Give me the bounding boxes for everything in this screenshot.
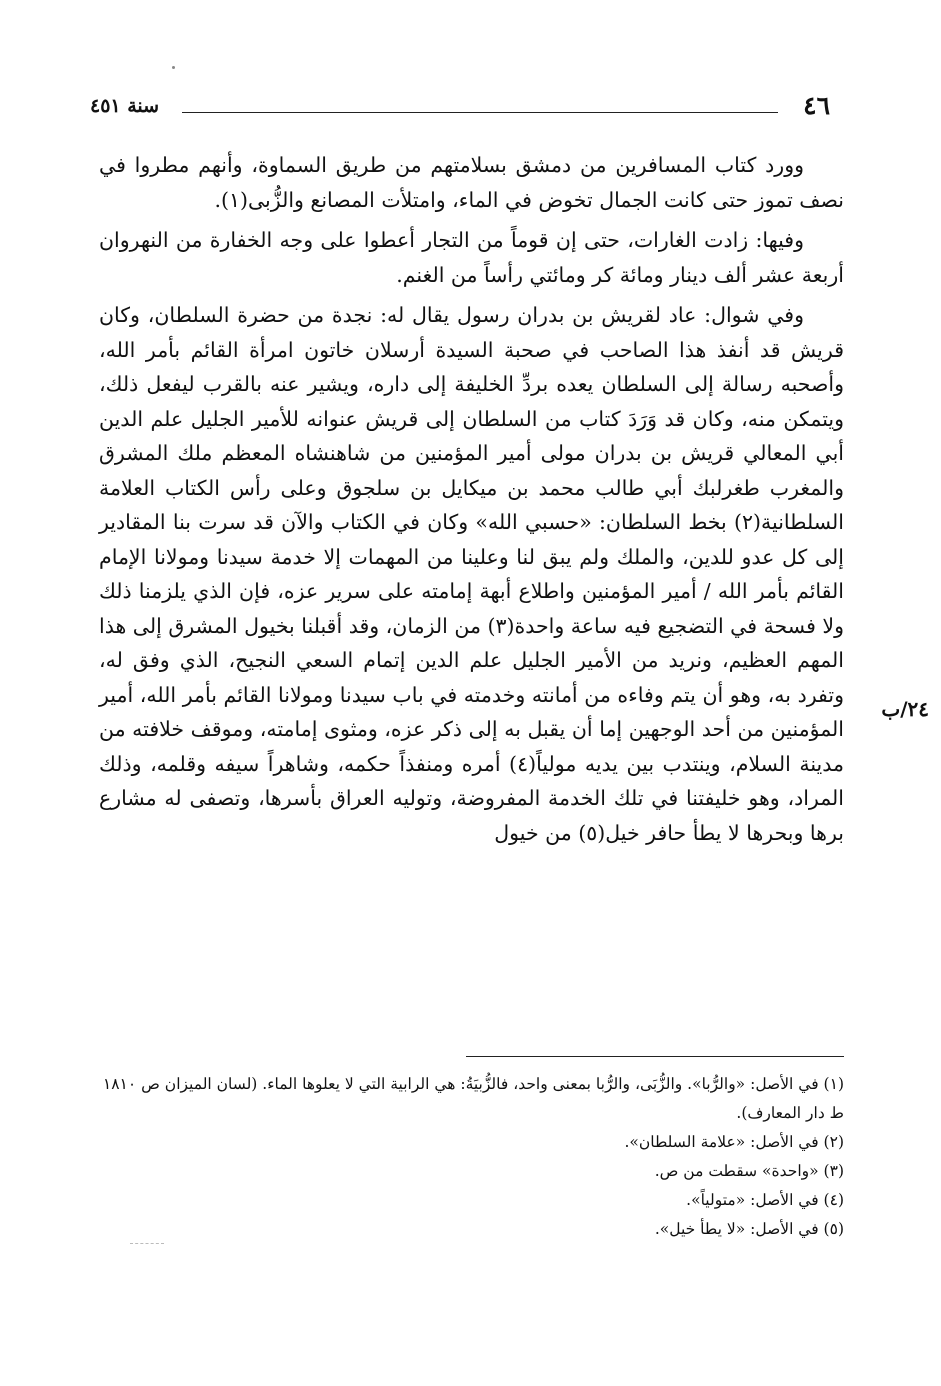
faint-scan-mark	[130, 1243, 164, 1244]
footnote: (٣) «واحدة» سقطت من ص.	[654, 1162, 844, 1180]
footnote-separator	[466, 1056, 844, 1057]
footnote: (١) في الأصل: «والرُّبا». والزُّبَى، والرُّبا بمعنى واحد، فالزُّبيَةُ: هي الرابية التي لا يعلوها الماء. (لسان الميزان ص ١٨١٠ ط دار المعارف).	[102, 1075, 844, 1122]
header-rule	[182, 112, 778, 113]
paragraph: وفيها: زادت الغارات، حتى إن قوماً من التجار أعطوا على وجه الخفارة من النهروان أربعة عشر ألف دينار ومائة كر ومائتي رأساً من الغنم.	[99, 228, 844, 287]
page-number: ٤٦	[803, 91, 830, 120]
paragraph: وفي شوال: عاد لقريش بن بدران رسول يقال له: نجدة من حضرة السلطان، وكان قريش قد أنفذ هذا الصاحب في صحبة السيدة أرسلان خاتون امرأة القائم بأمر الله، وأصحبه رسالة إلى السلطان يعده بردِّ الخليفة إلى داره، ويشير عنه بالقرب ليفعل ذلك، ويتمكن منه، وكان قد وَرَدَ كتاب من السلطان إلى قريش عنوانه للأمير الجليل علم الدين أبي المعالي قريش بن بدران مولى أمير المؤمنين من شاهنشاه المعظم ملك المشرق والمغرب طغرلبك أبي طالب محمد بن ميكايل بن سلجوق وعلى رأس الكتاب العلامة السلطانية(٢) بخط السلطان: «حسبي الله» وكان في الكتاب والآن قد سرت بنا المقادير إلى كل عدو للدين، والملك ولم يبق لنا وعلينا من المهمات إلا خدمة سيدنا ومولانا الإمام القائم بأمر الله / أمير المؤمنين واطلاع أبهة إمامته على سرير عزه، فإن الذي يلزمنا ذلك ولا فسحة في التضجيع فيه ساعة واحدة(٣) من الزمان، وقد أقبلنا بخيول المشرق إلى هذا المهم العظيم، ونريد من الأمير الجليل علم الدين إتمام السعي النجيح، الذي وفق له، وتفرد به، وهو أن يتم وفاءه من أمانته وخدمته في باب سيدنا ومولانا القائم بأمر الله، أمير المؤمنين من أحد الوجهين إما أن يقبل به إلى ذكر عزه، ومثوى إمامته، وموقف خلافته من مدينة السلام، وينتدب بين يديه مولياً(٤) أمره ومنفذاً حكمه، وشاهراً سيفه وقلمه، وذلك المراد، وهو خليفتنا في تلك الخدمة المفروضة، وتوليه العراق بأسرها، وتصفى له مشارع برها وبحرها لا يطأ حافر خيل(٥) من خيول	[99, 303, 845, 845]
main-text	[99, 148, 844, 850]
footnote: (٢) في الأصل: «علامة السلطان».	[624, 1133, 844, 1151]
footnote: (٥) في الأصل: «لا يطأ خيل».	[654, 1220, 844, 1238]
footnote: (٤) في الأصل: «متولياً».	[686, 1191, 844, 1209]
running-header	[90, 88, 830, 124]
year-label: سنة ٤٥١	[90, 95, 160, 117]
paragraph: وورد كتاب المسافرين من دمشق بسلامتهم من طريق السماوة، وأنهم مطروا في نصف تموز حتى كانت الجمال تخوض في الماء، وامتلأت المصانع والزُّبى(١).	[99, 153, 844, 212]
ink-dot	[172, 66, 175, 69]
footnotes	[99, 1070, 844, 1244]
folio-margin-note: ٢٤/ب	[881, 697, 929, 721]
